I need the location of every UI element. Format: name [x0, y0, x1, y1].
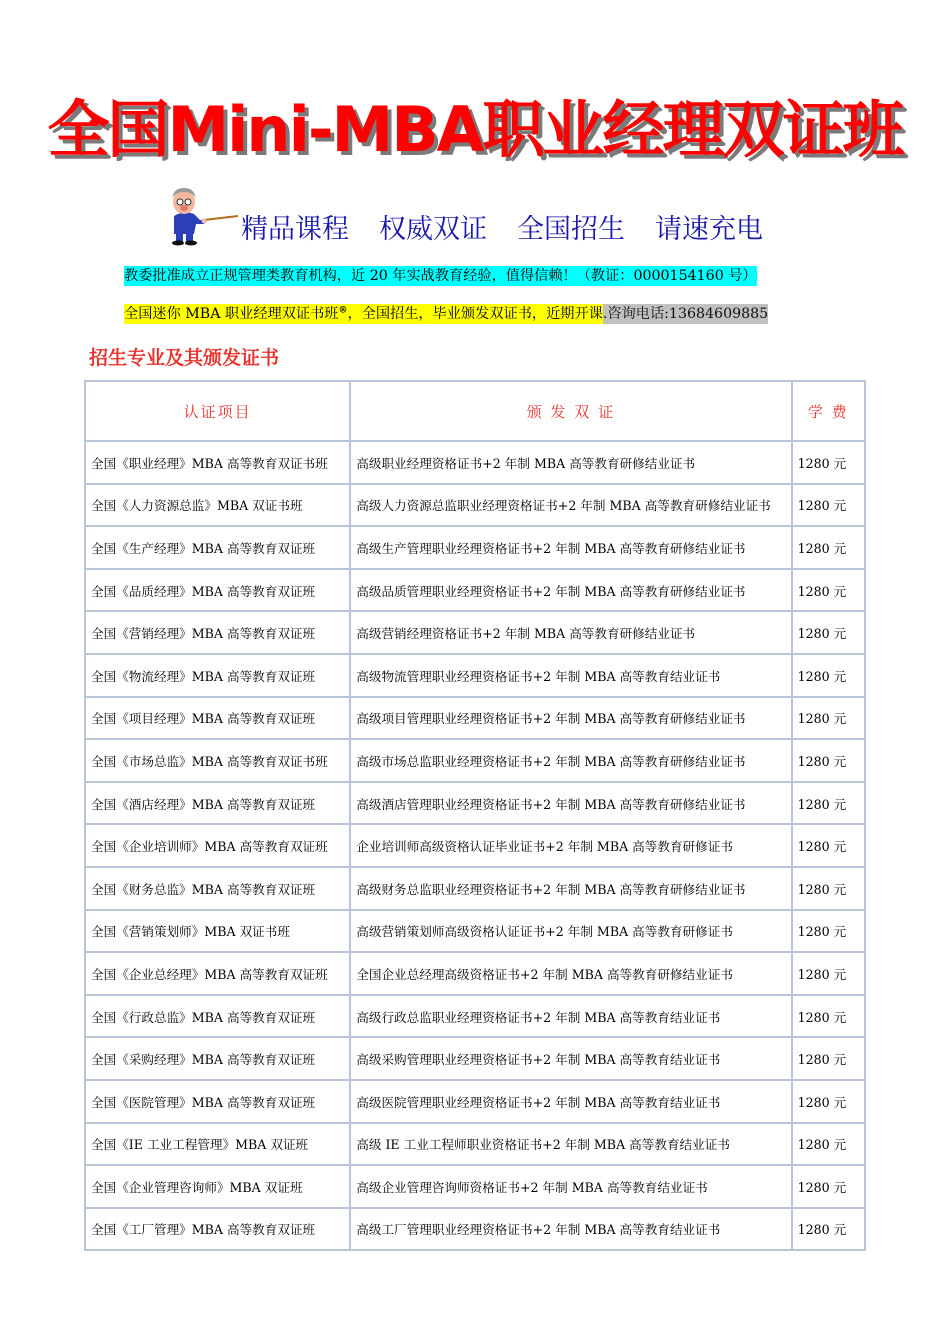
slogan-item: 全国招生 — [517, 214, 625, 245]
tuition-fee: 1280 元 — [792, 824, 865, 867]
program-name: 全国《品质经理》MBA 高等教育双证班 — [85, 569, 350, 612]
tuition-fee: 1280 元 — [792, 697, 865, 740]
tuition-fee: 1280 元 — [792, 611, 865, 654]
tuition-fee: 1280 元 — [792, 654, 865, 697]
program-name: 全国《物流经理》MBA 高等教育双证班 — [85, 654, 350, 697]
enrollment-notice — [124, 302, 768, 326]
certificate-desc: 高级工厂管理职业经理资格证书+2 年制 MBA 高等教育结业证书 — [350, 1208, 791, 1251]
certificate-desc: 高级财务总监职业经理资格证书+2 年制 MBA 高等教育研修结业证书 — [350, 867, 791, 910]
certificate-desc: 高级 IE 工业工程师职业资格证书+2 年制 MBA 高等教育结业证书 — [350, 1123, 791, 1166]
program-name: 全国《财务总监》MBA 高等教育双证班 — [85, 867, 350, 910]
slogan-item: 权威双证 — [379, 214, 487, 245]
enrollment-program: 全国迷你 MBA 职业经理双证书班 — [124, 306, 339, 322]
table-row — [85, 995, 865, 1038]
certificate-desc: 高级品质管理职业经理资格证书+2 年制 MBA 高等教育研修结业证书 — [350, 569, 791, 612]
table-row — [85, 654, 865, 697]
program-name: 全国《生产经理》MBA 高等教育双证班 — [85, 526, 350, 569]
program-name: 全国《职业经理》MBA 高等教育双证书班 — [85, 441, 350, 484]
tuition-fee: 1280 元 — [792, 1208, 865, 1251]
program-name: 全国《企业总经理》MBA 高等教育双证班 — [85, 952, 350, 995]
table-header-row — [85, 381, 865, 441]
program-name: 全国《企业管理咨询师》MBA 双证班 — [85, 1165, 350, 1208]
program-name: 全国《采购经理》MBA 高等教育双证班 — [85, 1037, 350, 1080]
table-row — [85, 824, 865, 867]
section-title: 招生专业及其颁发证书 — [89, 347, 280, 369]
program-name: 全国《企业培训师》MBA 高等教育双证班 — [85, 824, 350, 867]
program-name: 全国《营销策划师》MBA 双证书班 — [85, 910, 350, 953]
program-name: 全国《酒店经理》MBA 高等教育双证班 — [85, 782, 350, 825]
tuition-fee: 1280 元 — [792, 1165, 865, 1208]
tuition-fee: 1280 元 — [792, 526, 865, 569]
courses-table — [84, 380, 866, 1251]
table-row — [85, 1123, 865, 1166]
enrollment-detail: ，全国招生，毕业颁发双证书，近期开课 — [347, 306, 603, 322]
program-name: 全国《项目经理》MBA 高等教育双证班 — [85, 697, 350, 740]
table-row — [85, 1080, 865, 1123]
table-row — [85, 1208, 865, 1251]
certificate-desc: 高级行政总监职业经理资格证书+2 年制 MBA 高等教育结业证书 — [350, 995, 791, 1038]
certificate-desc: 高级营销经理资格证书+2 年制 MBA 高等教育研修结业证书 — [350, 611, 791, 654]
tuition-fee: 1280 元 — [792, 441, 865, 484]
table-row — [85, 782, 865, 825]
tuition-fee: 1280 元 — [792, 739, 865, 782]
tuition-fee: 1280 元 — [792, 952, 865, 995]
header-program: 认证项目 — [85, 381, 350, 441]
table-row — [85, 739, 865, 782]
program-name: 全国《医院管理》MBA 高等教育双证班 — [85, 1080, 350, 1123]
certificate-desc: 高级项目管理职业经理资格证书+2 年制 MBA 高等教育研修结业证书 — [350, 697, 791, 740]
tuition-fee: 1280 元 — [792, 1037, 865, 1080]
accreditation-notice — [124, 264, 844, 288]
table-row — [85, 611, 865, 654]
certificate-desc: 高级职业经理资格证书+2 年制 MBA 高等教育研修结业证书 — [350, 441, 791, 484]
registered-mark: ® — [338, 305, 348, 316]
certificate-desc: 高级酒店管理职业经理资格证书+2 年制 MBA 高等教育研修结业证书 — [350, 782, 791, 825]
tuition-fee: 1280 元 — [792, 569, 865, 612]
table-row — [85, 1037, 865, 1080]
certificate-desc: 高级企业管理咨询师资格证书+2 年制 MBA 高等教育结业证书 — [350, 1165, 791, 1208]
certificate-desc: 高级医院管理职业经理资格证书+2 年制 MBA 高等教育结业证书 — [350, 1080, 791, 1123]
table-row — [85, 952, 865, 995]
contact-phone: .咨询电话:13684609885 — [602, 306, 769, 322]
slogan-item: 精品课程 — [241, 214, 349, 245]
professor-mascot-icon — [160, 180, 240, 246]
table-row — [85, 1165, 865, 1208]
program-name: 全国《市场总监》MBA 高等教育双证书班 — [85, 739, 350, 782]
header-tuition: 学 费 — [792, 381, 865, 441]
certificate-desc: 高级生产管理职业经理资格证书+2 年制 MBA 高等教育研修结业证书 — [350, 526, 791, 569]
program-name: 全国《营销经理》MBA 高等教育双证班 — [85, 611, 350, 654]
certificate-desc: 高级营销策划师高级资格认证证书+2 年制 MBA 高等教育研修证书 — [350, 910, 791, 953]
accreditation-text: 教委批准成立正规管理类教育机构，近 20 年实战教育经验，值得信赖！（教证：0000154160 号） — [124, 268, 757, 284]
program-name: 全国《工厂管理》MBA 高等教育双证班 — [85, 1208, 350, 1251]
tuition-fee: 1280 元 — [792, 1080, 865, 1123]
program-name: 全国《IE 工业工程管理》MBA 双证班 — [85, 1123, 350, 1166]
tuition-fee: 1280 元 — [792, 484, 865, 527]
table-row — [85, 910, 865, 953]
certificate-desc: 高级采购管理职业经理资格证书+2 年制 MBA 高等教育结业证书 — [350, 1037, 791, 1080]
tuition-fee: 1280 元 — [792, 995, 865, 1038]
table-row — [85, 441, 865, 484]
certificate-desc: 企业培训师高级资格认证毕业证书+2 年制 MBA 高等教育研修证书 — [350, 824, 791, 867]
table-row — [85, 867, 865, 910]
page-title: 全国Mini-MBA职业经理双证班 — [47, 93, 903, 166]
tuition-fee: 1280 元 — [792, 782, 865, 825]
tuition-fee: 1280 元 — [792, 910, 865, 953]
certificate-desc: 高级物流管理职业经理资格证书+2 年制 MBA 高等教育结业证书 — [350, 654, 791, 697]
header-certificates: 颁 发 双 证 — [350, 381, 791, 441]
slogan-row — [241, 210, 821, 250]
tuition-fee: 1280 元 — [792, 1123, 865, 1166]
table-row — [85, 484, 865, 527]
slogan-item: 请速充电 — [655, 214, 763, 245]
tuition-fee: 1280 元 — [792, 867, 865, 910]
certificate-desc: 高级人力资源总监职业经理资格证书+2 年制 MBA 高等教育研修结业证书 — [350, 484, 791, 527]
table-row — [85, 697, 865, 740]
enrollment-text — [124, 304, 603, 324]
table-row — [85, 526, 865, 569]
program-name: 全国《人力资源总监》MBA 双证书班 — [85, 484, 350, 527]
certificate-desc: 全国企业总经理高级资格证书+2 年制 MBA 高等教育研修结业证书 — [350, 952, 791, 995]
program-name: 全国《行政总监》MBA 高等教育双证班 — [85, 995, 350, 1038]
table-row — [85, 569, 865, 612]
certificate-desc: 高级市场总监职业经理资格证书+2 年制 MBA 高等教育研修结业证书 — [350, 739, 791, 782]
